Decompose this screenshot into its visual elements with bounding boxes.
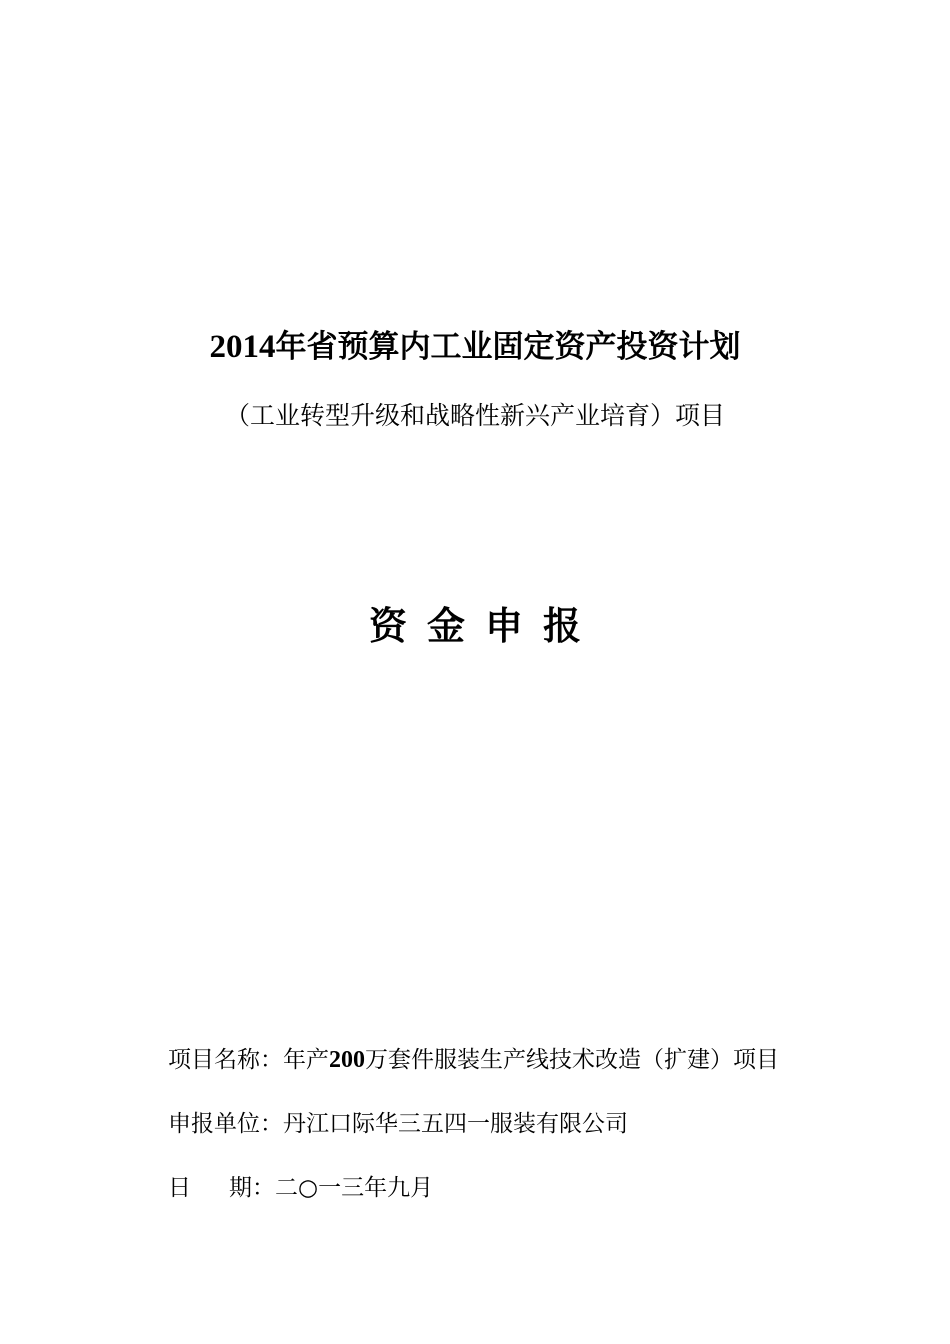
applicant-row (168, 1108, 628, 1140)
title-year: 2014 (209, 329, 276, 365)
applicant-value: 丹江口际华三五四一服装有限公司 (283, 1111, 628, 1137)
date-label-second: 期： (229, 1175, 275, 1201)
project-name-label: 项目名称： (168, 1047, 283, 1073)
project-name-suffix: 万套件服装生产线技术改造（扩建）项目 (365, 1047, 779, 1073)
title-text: 年省预算内工业固定资产投资计划 (275, 329, 741, 365)
document-subtitle: （工业转型升级和战略性新兴产业培育）项目 (224, 401, 725, 430)
applicant-label: 申报单位： (168, 1111, 283, 1137)
document-heading: 资金申报 (368, 604, 601, 648)
project-name-row (168, 1044, 779, 1076)
date-label-first: 日 (168, 1175, 191, 1201)
date-value: 二○一三年九月 (275, 1175, 434, 1201)
project-name-prefix: 年产 (283, 1047, 329, 1073)
document-title (0, 325, 950, 369)
project-name-number: 200 (329, 1047, 365, 1073)
date-row (168, 1172, 433, 1204)
